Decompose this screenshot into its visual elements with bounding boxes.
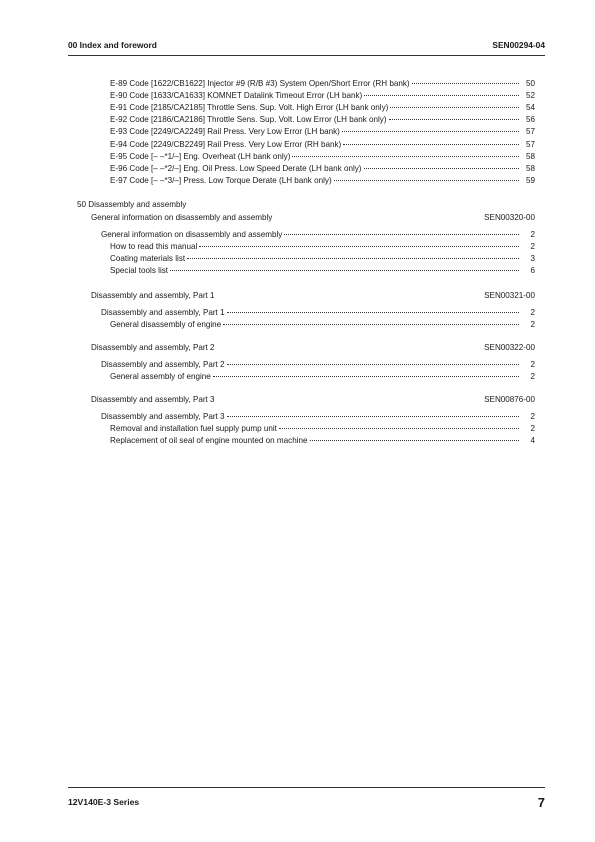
toc-item-text: General assembly of engine — [110, 371, 211, 381]
toc-entry-text: E-93 Code [2249/CA2249] Rail Press. Very Low Error (LH bank) — [110, 127, 340, 137]
dot-leader — [364, 159, 520, 169]
page-ref: 2 — [530, 371, 535, 381]
toc-item-text: Removal and installation fuel supply pump unit — [110, 423, 277, 433]
toc-item-text: Special tools list — [110, 265, 169, 275]
dot-leader — [227, 407, 519, 417]
toc-entry-text: E-91 Code [2185/CA2185] Throttle Sens. Sup. Volt. High Error (LH bank only) — [110, 103, 389, 113]
page-ref: 2 — [530, 423, 535, 433]
group-heading[interactable] — [91, 342, 535, 353]
dot-leader — [279, 419, 519, 429]
dot-leader — [187, 249, 519, 259]
dot-leader — [342, 122, 519, 132]
document-code: SEN00321-00 — [484, 291, 535, 300]
section-heading-text: 50 Disassembly and assembly — [77, 200, 187, 209]
dot-leader — [227, 303, 519, 313]
toc-entry-text: E-96 Code [– –*2/–] Eng. Oil Press. Low Speed Derate (LH bank only) — [110, 163, 362, 173]
page-ref: 54 — [525, 103, 535, 113]
page-ref: 57 — [525, 139, 535, 149]
page-footer — [68, 794, 545, 810]
toc-item[interactable] — [110, 433, 535, 444]
page-ref: 50 — [525, 79, 535, 88]
dot-leader — [199, 237, 519, 247]
toc-entry-text: E-97 Code [– –*3/–] Press. Low Torque Derate (LH bank only) — [110, 175, 332, 185]
dot-leader — [334, 171, 519, 181]
header-rule — [68, 55, 545, 56]
toc-entry-text: E-95 Code [– –*1/–] Eng. Overheat (LH bank only) — [110, 151, 291, 161]
page-ref: 56 — [525, 115, 535, 125]
group-heading-text: Disassembly and assembly, Part 2 — [91, 343, 215, 352]
dot-leader — [364, 86, 519, 96]
dot-leader — [310, 431, 519, 441]
page-ref: 6 — [530, 265, 535, 275]
page-ref: 58 — [525, 151, 535, 161]
page-number: 7 — [537, 794, 545, 810]
toc-item[interactable] — [110, 263, 535, 274]
document-code: SEN00320-00 — [484, 213, 535, 222]
page-ref: 57 — [525, 127, 535, 137]
section-heading[interactable] — [77, 199, 535, 210]
group-heading-text: Disassembly and assembly, Part 3 — [91, 395, 215, 404]
dot-leader — [223, 315, 519, 325]
toc-item-text: Replacement of oil seal of engine mounted on machine — [110, 435, 308, 445]
toc-item[interactable] — [110, 317, 535, 328]
dot-leader — [389, 110, 519, 120]
header-title: 00 Index and foreword — [68, 40, 157, 50]
toc-item-text: General disassembly of engine — [110, 319, 222, 329]
document-code: SEN00876-00 — [484, 395, 535, 404]
toc-entry-text: E-92 Code [2186/CA2186] Throttle Sens. Sup. Volt. Low Error (LH bank only) — [110, 115, 387, 125]
page-header — [68, 38, 545, 52]
subgroup-entry-text: General information on disassembly and assembly — [101, 229, 283, 239]
page-ref: 58 — [525, 163, 535, 173]
toc-item-text: Coating materials list — [110, 253, 186, 263]
dot-leader — [170, 261, 519, 271]
dot-leader — [213, 367, 519, 377]
page-ref: 2 — [530, 307, 535, 317]
group-heading[interactable] — [91, 212, 535, 223]
page-ref: 2 — [530, 241, 535, 251]
dot-leader — [412, 74, 519, 84]
toc-entry-text: E-90 Code [1633/CA1633] KOMNET Datalink Timeout Error (LH bank) — [110, 91, 363, 101]
page-ref: 3 — [530, 253, 535, 263]
page-ref: 2 — [530, 411, 535, 421]
header-doc-code: SEN00294-04 — [492, 40, 545, 50]
page-ref: 2 — [530, 319, 535, 329]
page-ref: 59 — [525, 175, 535, 185]
dot-leader — [390, 98, 519, 108]
page-ref: 52 — [525, 91, 535, 101]
dot-leader — [227, 355, 519, 365]
toc-entry-text: E-89 Code [1622/CB1622] Injector #9 (R/B #3) System Open/Short Error (RH bank) — [110, 79, 410, 88]
document-code: SEN00322-00 — [484, 343, 535, 352]
group-heading-text: Disassembly and assembly, Part 1 — [91, 291, 215, 300]
toc-item[interactable] — [110, 369, 535, 380]
toc-entry[interactable] — [110, 173, 535, 184]
group-heading[interactable] — [91, 290, 535, 301]
subgroup-entry-text: Disassembly and assembly, Part 2 — [101, 359, 225, 369]
group-heading-text: General information on disassembly and assembly — [91, 213, 273, 222]
toc-entry-text: E-94 Code [2249/CB2249] Rail Press. Very Low Error (RH bank) — [110, 139, 342, 149]
page-ref: 2 — [530, 229, 535, 239]
subgroup-entry-text: Disassembly and assembly, Part 3 — [101, 411, 225, 421]
page-ref: 2 — [530, 359, 535, 369]
subgroup-entry-text: Disassembly and assembly, Part 1 — [101, 307, 225, 317]
page-ref: 4 — [530, 435, 535, 445]
group-heading[interactable] — [91, 394, 535, 405]
dot-leader — [292, 147, 519, 157]
footer-rule — [68, 787, 545, 788]
footer-series: 12V140E-3 Series — [68, 797, 140, 807]
dot-leader — [343, 135, 519, 145]
toc-item-text: How to read this manual — [110, 241, 198, 251]
dot-leader — [284, 225, 519, 235]
